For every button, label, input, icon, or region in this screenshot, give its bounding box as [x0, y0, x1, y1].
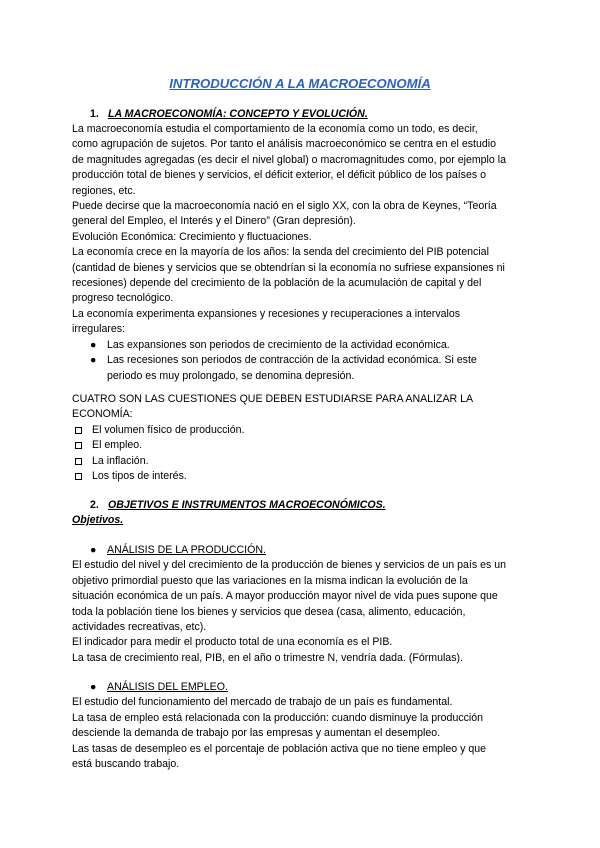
text-line: objetivo primordial puesto que las variaciones en la misma indican la evolución de la: [72, 574, 468, 587]
section-2-heading: [72, 498, 532, 513]
empleo-title: ANÁLISIS DEL EMPLEO.: [107, 681, 228, 693]
text-line: Las tasas de desempleo es el porcentaje de población activa que no tiene empleo y que: [72, 742, 487, 755]
bullet-icon: ●: [90, 354, 97, 367]
text-line: toda la población tiene los bienes y servicios que desea (casa, alimento, educación,: [72, 605, 466, 618]
empleo-heading: [72, 680, 532, 695]
cuestiones-heading-line: CUATRO SON LAS CUESTIONES QUE DEBEN ESTUDIARSE PARA ANALIZAR LA: [72, 393, 474, 405]
empleo-block: [72, 680, 532, 772]
section-1-title: LA MACROECONOMÍA: CONCEPTO Y EVOLUCIÓN.: [108, 108, 368, 120]
text-line: regiones, etc.: [72, 184, 136, 197]
produccion-title: ANÁLISIS DE LA PRODUCCIÓN.: [107, 544, 266, 556]
text-line: desciende la demanda de trabajo por las empresas y aumentan el desempleo.: [72, 727, 441, 740]
section-2-title: OBJETIVOS E INSTRUMENTOS MACROECONÓMICOS.: [108, 499, 386, 511]
checkbox-square-icon: [75, 442, 82, 449]
produccion-heading: [72, 543, 532, 558]
text-line: El estudio del funcionamiento del mercado de trabajo de un país es fundamental.: [72, 696, 453, 709]
text-line: situación económica de un país. A mayor producción mayor nivel de vida pues supone que: [72, 590, 498, 603]
cuestiones-block: [72, 392, 532, 484]
section-1-number: 1.: [90, 108, 99, 120]
list-item-text: periodo es muy prolongado, se denomina depresión.: [107, 369, 355, 382]
text-line: de magnitudes agregadas (es decir el nivel global) o macromagnitudes como, por ejemplo la: [72, 153, 506, 166]
cuestiones-heading-line: ECONOMÍA:: [72, 408, 133, 421]
checklist-item-text: El empleo.: [92, 439, 143, 452]
text-line: El indicador para medir el producto total de una economía es el PIB.: [72, 636, 393, 649]
produccion-block: [72, 543, 532, 666]
list-item: [72, 353, 532, 384]
checkbox-square-icon: [75, 473, 82, 480]
list-item-text: Las recesiones son periodos de contracción de la actividad económica. Si este: [107, 354, 477, 367]
bullet-icon: ●: [90, 681, 97, 693]
text-line: irregulares:: [72, 323, 125, 336]
objetivos-label: Objetivos.: [72, 514, 124, 526]
section-1-heading: [72, 107, 532, 122]
objetivos-subheading: [72, 513, 532, 528]
checklist-item-text: Los tipos de interés.: [92, 470, 187, 483]
checkbox-square-icon: [75, 458, 82, 465]
text-line: Evolución Económica: Crecimiento y fluctuaciones.: [72, 230, 312, 243]
text-line: producción total de bienes y servicios, el déficit exterior, el déficit público de los países o: [72, 169, 486, 182]
text-line: El estudio del nivel y del crecimiento de la producción de bienes y servicios de un país es un: [72, 559, 507, 572]
list-item: [72, 338, 532, 353]
text-line: (cantidad de bienes y servicios que se obtendrían si la economía no sufriese expansiones ni: [72, 261, 505, 274]
checklist-item-text: La inflación.: [92, 454, 149, 467]
list-item-text: Las expansiones son periodos de crecimiento de la actividad económica.: [107, 338, 450, 351]
document-title: INTRODUCCIÓN A LA MACROECONOMÍA: [169, 76, 431, 91]
text-line: progreso tecnológico.: [72, 292, 174, 305]
text-line: La macroeconomía estudia el comportamiento de la economía como un todo, es decir,: [72, 123, 478, 135]
text-line: Puede decirse que la macroeconomía nació en el siglo XX, con la obra de Keynes, “Teoría: [72, 200, 497, 213]
text-line: La economía experimenta expansiones y recesiones y recuperaciones a intervalos: [72, 307, 461, 320]
text-line: general del Empleo, el Interés y el Dinero” (Gran depresión).: [72, 215, 356, 228]
checkbox-square-icon: [75, 427, 82, 434]
checklist-item: [72, 423, 532, 438]
checklist-item: [72, 454, 532, 469]
section-1-body: [72, 122, 532, 384]
checklist-item: [72, 438, 532, 453]
checklist-item: [72, 469, 532, 484]
bullet-icon: ●: [90, 544, 97, 556]
text-line: La tasa de empleo está relacionada con la producción: cuando disminuye la producción: [72, 711, 484, 724]
text-line: La economía crece en la mayoría de los años: la senda del crecimiento del PIB potencial: [72, 246, 489, 259]
text-line: recesiones) depende del crecimiento de la población de la acumulación de capital y del: [72, 277, 482, 290]
text-line: como agrupación de sujetos. Por tanto el análisis macroeconómico se centra en el estudio: [72, 138, 496, 151]
bullet-icon: ●: [90, 338, 97, 351]
checklist-item-text: El volumen físico de producción.: [92, 423, 245, 436]
text-line: actividades recreativas, etc).: [72, 621, 207, 634]
text-line: La tasa de crecimiento real, PIB, en el año o trimestre N, vendría dada. (Fórmulas).: [72, 651, 463, 664]
text-line: está buscando trabajo.: [72, 758, 180, 771]
section-2-number: 2.: [90, 499, 99, 511]
